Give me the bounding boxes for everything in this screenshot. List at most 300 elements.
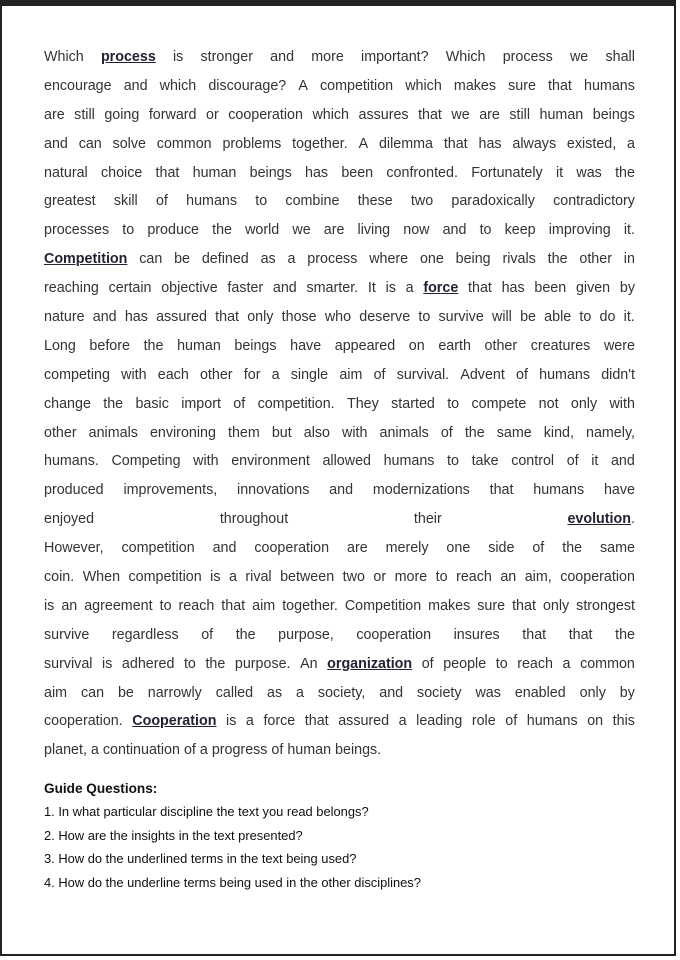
word: each	[157, 366, 189, 383]
word: planet,	[44, 742, 87, 759]
word: competition	[121, 540, 195, 557]
word: of	[271, 742, 284, 759]
word: society	[417, 684, 462, 701]
word: also	[303, 424, 330, 441]
underlined-term: evolution.	[567, 511, 635, 528]
paragraph-line	[44, 72, 635, 101]
word: more	[311, 49, 344, 65]
word: cooperation	[356, 626, 432, 643]
word: They	[347, 395, 379, 412]
guide-questions-heading: Guide Questions:	[44, 781, 158, 796]
guide-question: 2. How are the insights in the text presented?	[44, 827, 303, 843]
paragraph-line	[44, 361, 635, 390]
word: process	[307, 251, 358, 268]
guide-questions-section	[44, 780, 635, 894]
word: not	[538, 395, 559, 412]
word: makes	[453, 77, 497, 94]
word: narrowly	[147, 684, 202, 701]
word: was	[576, 164, 602, 181]
word: and	[329, 482, 354, 499]
word: a	[562, 655, 571, 672]
word: be	[117, 684, 134, 701]
word: aim,	[524, 569, 552, 586]
word: innovations	[237, 482, 310, 499]
word: can	[80, 684, 105, 701]
word: are	[323, 222, 345, 239]
word: has	[501, 280, 525, 297]
word: role	[471, 713, 496, 730]
word: who	[324, 309, 352, 326]
paragraph-line	[44, 159, 635, 188]
word: to	[579, 309, 592, 326]
word: survival.	[396, 366, 450, 383]
word: common	[156, 135, 212, 152]
word: a	[296, 684, 304, 701]
word: a	[627, 135, 635, 152]
word: going	[104, 106, 140, 123]
word: same	[600, 540, 635, 557]
word: these	[357, 193, 393, 210]
word: change	[44, 395, 91, 412]
word: and	[379, 684, 404, 701]
word: environment	[231, 453, 310, 470]
word: and	[610, 453, 635, 470]
word: by	[619, 280, 635, 297]
word: Advent	[460, 366, 505, 383]
word: of	[516, 366, 528, 383]
word: defined	[201, 251, 249, 268]
word: environing	[149, 424, 216, 441]
word: a	[287, 251, 296, 268]
word: two	[342, 569, 365, 586]
word: keep	[504, 222, 536, 239]
word: aim	[339, 366, 363, 383]
word: agreement	[84, 597, 153, 614]
word: to	[255, 193, 268, 210]
word: those	[281, 309, 317, 326]
word: society,	[317, 684, 366, 701]
word: it	[591, 453, 599, 470]
word: makes	[428, 597, 471, 614]
word: greatest	[44, 193, 96, 210]
word: cooperation	[254, 540, 330, 557]
word: didn't	[601, 366, 635, 383]
word: humans	[584, 77, 635, 94]
word: has	[478, 135, 502, 152]
word: faster	[227, 280, 264, 297]
word: a	[228, 569, 237, 586]
word: contradictory	[553, 193, 635, 210]
word: of	[201, 626, 214, 643]
underlined-term-text: Cooperation	[132, 713, 217, 730]
word: survive	[44, 626, 90, 643]
word: on	[408, 337, 425, 354]
word: with	[193, 453, 219, 470]
word: humans	[533, 482, 585, 499]
word: are	[479, 106, 500, 123]
word: dilemma	[378, 135, 433, 152]
word: the	[562, 540, 583, 557]
word: to	[122, 222, 135, 239]
paragraph-line	[44, 101, 635, 130]
word: skill	[113, 193, 138, 210]
word: confronted.	[386, 164, 458, 181]
underlined-term-text: organization	[327, 655, 413, 672]
word: beings	[234, 337, 277, 354]
word: leading	[416, 713, 463, 730]
word: a	[405, 280, 414, 297]
word: of	[440, 424, 453, 441]
word: a	[245, 713, 254, 730]
word: were	[603, 337, 635, 354]
word: import	[181, 395, 221, 412]
word: always	[512, 135, 557, 152]
word: enabled	[514, 684, 566, 701]
word: we	[451, 106, 470, 123]
paragraph-line	[44, 419, 635, 448]
word: combine	[285, 193, 340, 210]
word: with	[121, 366, 147, 383]
word: of	[183, 742, 196, 759]
word: the	[615, 164, 635, 181]
word: for	[243, 366, 261, 383]
word: have	[603, 482, 635, 499]
word: are	[44, 106, 65, 123]
word: A	[298, 77, 308, 94]
word: the	[205, 655, 226, 672]
word: other	[484, 337, 518, 354]
word: now	[403, 222, 430, 239]
word: before	[89, 337, 130, 354]
guide-questions-list	[44, 800, 635, 894]
word: only	[542, 597, 570, 614]
word: as	[260, 251, 276, 268]
word: produced	[44, 482, 104, 499]
word: it.	[623, 309, 635, 326]
word: compete	[471, 395, 527, 412]
word: Long	[44, 337, 76, 354]
paragraph-line	[44, 130, 635, 159]
word: processes	[44, 222, 110, 239]
word: still	[509, 106, 531, 123]
word: objective	[161, 280, 218, 297]
word: that	[568, 626, 593, 643]
word: assured	[156, 309, 207, 326]
word: Which	[445, 49, 486, 65]
paragraph-line	[44, 592, 635, 621]
underlined-term-text: evolution	[567, 511, 631, 528]
word: the	[235, 626, 256, 643]
word: this	[612, 713, 635, 730]
word: that	[155, 164, 180, 181]
word: people	[443, 655, 487, 672]
word: and	[272, 280, 297, 297]
word: to	[447, 453, 459, 470]
paragraph-line	[44, 621, 635, 650]
word: smarter.	[306, 280, 359, 297]
word: that	[304, 713, 329, 730]
word: of	[566, 453, 579, 470]
word: other	[199, 366, 233, 383]
paragraph-line	[44, 505, 635, 534]
word: humans	[539, 366, 591, 383]
underlined-term	[423, 274, 458, 303]
paragraph-line	[44, 447, 635, 476]
word: survival	[44, 655, 93, 672]
word: aim	[44, 684, 68, 701]
word: but	[271, 424, 292, 441]
word: beings	[249, 164, 292, 181]
word: was	[475, 684, 501, 701]
word: a	[398, 713, 407, 730]
word: that	[215, 309, 240, 326]
word: reach	[178, 597, 215, 614]
word: the	[464, 424, 485, 441]
word: where	[369, 251, 409, 268]
word: to	[435, 569, 448, 586]
word: rivals	[502, 251, 536, 268]
paragraph-line	[44, 216, 635, 245]
word: still	[74, 106, 95, 123]
word: of	[532, 540, 545, 557]
word: a	[90, 742, 99, 759]
word: cooperation	[560, 569, 635, 586]
word: competition	[320, 77, 394, 94]
word: encourage	[44, 77, 112, 94]
word: It	[367, 280, 376, 297]
underlined-term-text: Competition	[44, 251, 128, 268]
word: be	[520, 309, 536, 326]
word: is	[385, 280, 396, 297]
word: of	[233, 395, 246, 412]
word: or	[373, 569, 387, 586]
word: certain	[108, 280, 152, 297]
paragraph-line	[44, 245, 635, 274]
word: discourage?	[208, 77, 287, 94]
word: When	[82, 569, 121, 586]
word: reach	[456, 569, 492, 586]
paragraph-line	[44, 332, 635, 361]
word: has	[124, 309, 148, 326]
paragraph-line	[44, 274, 635, 303]
word: we	[569, 49, 589, 65]
word: that	[522, 626, 547, 643]
word: human	[177, 337, 221, 354]
word: is	[172, 49, 184, 65]
word: A	[358, 135, 369, 152]
word: reach	[517, 655, 553, 672]
word: with	[342, 424, 368, 441]
word: purpose.	[234, 655, 291, 672]
word: aim	[252, 597, 276, 614]
word: which	[312, 106, 349, 123]
word: and	[44, 135, 68, 152]
word: modernizations	[372, 482, 470, 499]
word: the	[212, 222, 232, 239]
word: earth	[438, 337, 471, 354]
word: solve	[112, 135, 146, 152]
word: sure	[477, 597, 506, 614]
word: regardless	[111, 626, 179, 643]
word: able	[544, 309, 572, 326]
word: a	[199, 742, 208, 759]
underlined-term	[132, 707, 216, 736]
word: natural	[44, 164, 88, 181]
underlined-term-text: force	[423, 280, 459, 297]
word: Fortunately	[471, 164, 543, 181]
guide-question: 1. In what particular discipline the text you read belongs?	[44, 804, 369, 819]
word: force	[263, 713, 296, 730]
word: deserve	[359, 309, 411, 326]
word: and	[92, 309, 117, 326]
paragraph-line	[44, 390, 635, 419]
word: an	[500, 569, 517, 586]
word: improving	[548, 222, 611, 239]
word: can	[139, 251, 163, 268]
word: that	[489, 482, 514, 499]
word: humans.	[44, 453, 99, 470]
word: that	[443, 135, 468, 152]
word: we	[292, 222, 311, 239]
word: one	[446, 540, 471, 557]
word: adhered	[121, 655, 175, 672]
word: animals	[88, 424, 138, 441]
word: are	[347, 540, 368, 557]
word: important?	[361, 49, 429, 65]
body-paragraph	[44, 43, 635, 765]
word: can	[78, 135, 102, 152]
word: common	[580, 655, 635, 672]
word: on	[587, 713, 604, 730]
word: will	[492, 309, 512, 326]
word: to	[495, 655, 508, 672]
word: to	[479, 222, 492, 239]
word: started	[391, 395, 435, 412]
word: that	[468, 280, 492, 297]
word: been	[341, 164, 374, 181]
word: world	[245, 222, 280, 239]
word: merely	[385, 540, 429, 557]
word: and	[212, 540, 237, 557]
underlined-term	[101, 43, 156, 72]
word: their	[413, 511, 442, 528]
word: progress	[211, 742, 268, 759]
word: together.	[292, 135, 348, 152]
word: be	[174, 251, 191, 268]
word: basic	[135, 395, 169, 412]
word: Competition	[344, 597, 422, 614]
word: insures	[453, 626, 500, 643]
word: have	[290, 337, 322, 354]
word: to	[418, 309, 431, 326]
word: and	[442, 222, 467, 239]
word: humans	[383, 453, 435, 470]
word: that	[548, 77, 572, 94]
word: or	[206, 106, 219, 123]
word: human	[192, 164, 237, 181]
word: reaching	[44, 280, 99, 297]
word: choice	[100, 164, 143, 181]
word: However,	[44, 540, 104, 557]
word: survive	[438, 309, 484, 326]
word: that	[221, 597, 246, 614]
word: between	[280, 569, 335, 586]
word: only	[570, 395, 598, 412]
word: cooperation.	[44, 713, 123, 730]
paragraph-line	[44, 43, 635, 72]
word: purpose,	[278, 626, 334, 643]
paragraph-line	[44, 563, 635, 592]
word: other	[579, 251, 612, 268]
word: which	[159, 77, 197, 94]
word: sure	[508, 77, 536, 94]
underlined-term	[44, 245, 127, 274]
word: shall	[605, 49, 635, 65]
word: Competing	[111, 453, 181, 470]
word: humans	[186, 193, 238, 210]
word: of	[421, 655, 434, 672]
word: kind,	[543, 424, 574, 441]
word: stronger	[200, 49, 253, 65]
word: is	[44, 597, 55, 614]
word: creatures	[530, 337, 591, 354]
word: take	[471, 453, 499, 470]
word: of	[505, 713, 518, 730]
word: animals	[379, 424, 429, 441]
word: with	[609, 395, 635, 412]
guide-question: 3. How do the underlined terms in the text being used?	[44, 851, 357, 866]
paragraph-line	[44, 534, 635, 563]
word: enjoyed	[44, 511, 95, 528]
word: namely,	[586, 424, 635, 441]
word: has	[305, 164, 329, 181]
word: which	[405, 77, 442, 94]
word: process	[502, 49, 553, 65]
word: that	[418, 106, 442, 123]
word: more	[394, 569, 428, 586]
word: produce	[147, 222, 199, 239]
word: appeared	[334, 337, 396, 354]
word: other	[44, 424, 77, 441]
word: is	[102, 655, 113, 672]
paragraph-line	[44, 476, 635, 505]
word: An	[300, 655, 318, 672]
word: an	[61, 597, 78, 614]
word: it.	[623, 222, 635, 239]
word: coin.	[44, 569, 75, 586]
word: existed,	[566, 135, 617, 152]
word: a	[271, 366, 280, 383]
word: beings.	[335, 742, 382, 759]
word: and	[123, 77, 148, 94]
paragraph-line	[44, 679, 635, 708]
word: to	[159, 597, 172, 614]
word: the	[103, 395, 124, 412]
word: being	[455, 251, 491, 268]
guide-question: 4. How do the underline terms being used in the other disciplines?	[44, 874, 421, 890]
word: control	[511, 453, 555, 470]
word: throughout	[219, 511, 289, 528]
word: the	[143, 337, 164, 354]
word: of	[155, 193, 168, 210]
word: two	[410, 193, 434, 210]
word: living	[357, 222, 391, 239]
word: by	[619, 684, 635, 701]
word: assured	[338, 713, 390, 730]
word: humans	[526, 713, 578, 730]
underlined-term-text: process	[100, 49, 156, 65]
word: to	[183, 655, 196, 672]
